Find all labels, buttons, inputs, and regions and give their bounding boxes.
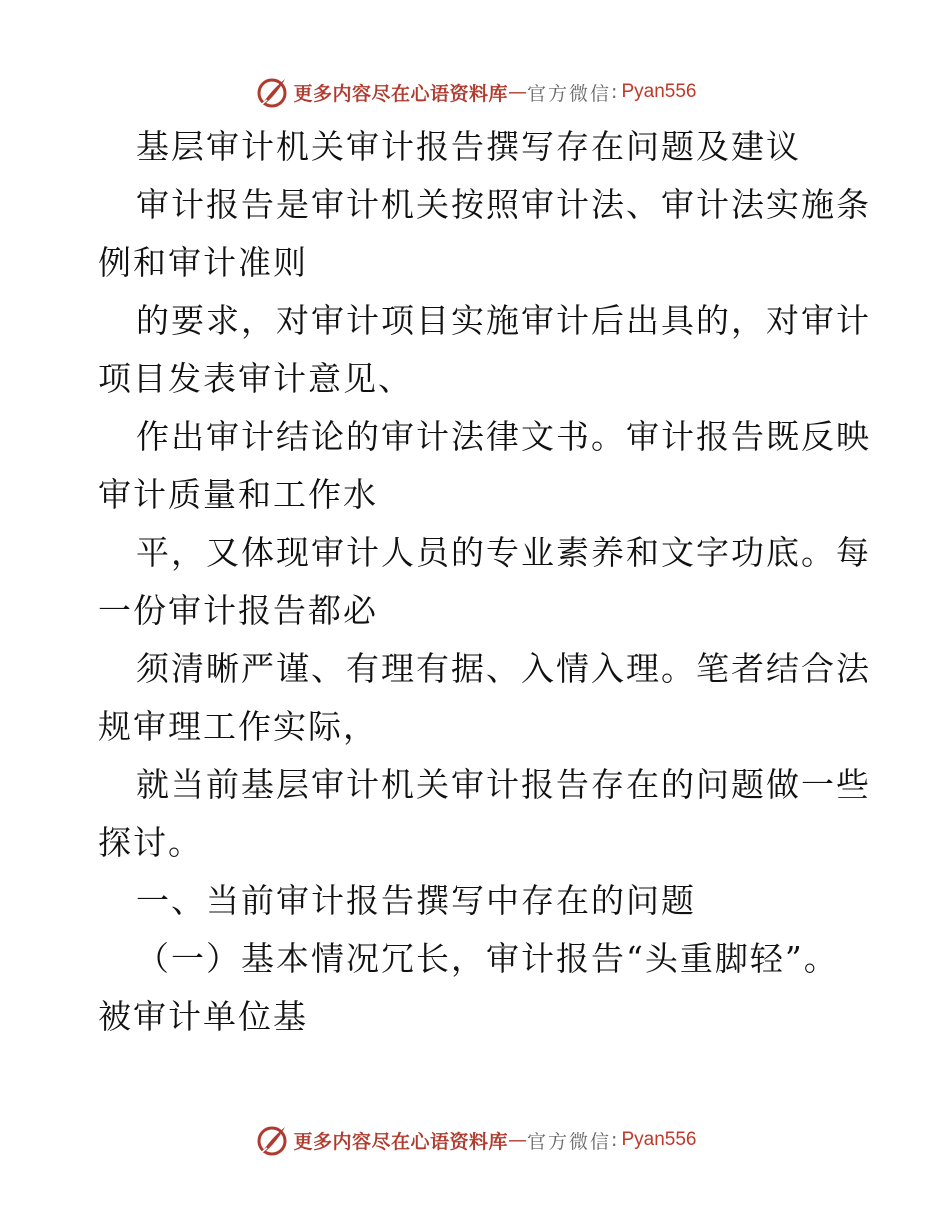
text-line: 审计质量和工作水: [98, 475, 378, 514]
banner-dash: —: [508, 81, 528, 103]
text-line: 的要求，对审计项目实施审计后出具的，对审计: [136, 301, 871, 340]
text-line: 项目发表审计意见、: [98, 359, 413, 398]
banner-separator: :: [611, 1129, 618, 1151]
wechat-handle: Pyan556: [621, 81, 697, 102]
text-line: 例和审计准则: [98, 243, 308, 282]
text-line: 审计报告是审计机关按照审计法、审计法实施条: [136, 185, 871, 224]
banner-dash: —: [508, 1129, 528, 1151]
official-wechat-label: 官方微信: [527, 1130, 612, 1153]
text-line: 一份审计报告都必: [98, 591, 378, 630]
quill-pen-logo-icon: [254, 1122, 290, 1158]
document-body: [98, 118, 871, 1046]
banner-separator: :: [611, 81, 618, 103]
text-line: 规审理工作实际，: [98, 707, 378, 746]
document-title: 基层审计机关审计报告撰写存在问题及建议: [136, 127, 801, 166]
section-heading: 一、当前审计报告撰写中存在的问题: [136, 881, 696, 920]
promo-text: 更多内容尽在心语资料库: [293, 1130, 509, 1153]
footer-banner: [0, 1120, 950, 1160]
header-banner: [0, 72, 950, 112]
subsection-heading: （一）基本情况冗长，审计报告“头重脚轻”。: [136, 939, 839, 978]
text-line: 作出审计结论的审计法律文书。审计报告既反映: [136, 417, 871, 456]
wechat-handle: Pyan556: [621, 1129, 697, 1150]
text-line: 须清晰严谨、有理有据、入情入理。笔者结合法: [136, 649, 871, 688]
official-wechat-label: 官方微信: [527, 82, 612, 105]
quill-pen-logo-icon: [254, 74, 290, 110]
text-line: 探讨。: [98, 823, 203, 862]
promo-text: 更多内容尽在心语资料库: [293, 82, 509, 105]
text-line: 平，又体现审计人员的专业素养和文字功底。每: [136, 533, 871, 572]
text-line: 就当前基层审计机关审计报告存在的问题做一些: [136, 765, 871, 804]
text-line: 被审计单位基: [98, 997, 308, 1036]
